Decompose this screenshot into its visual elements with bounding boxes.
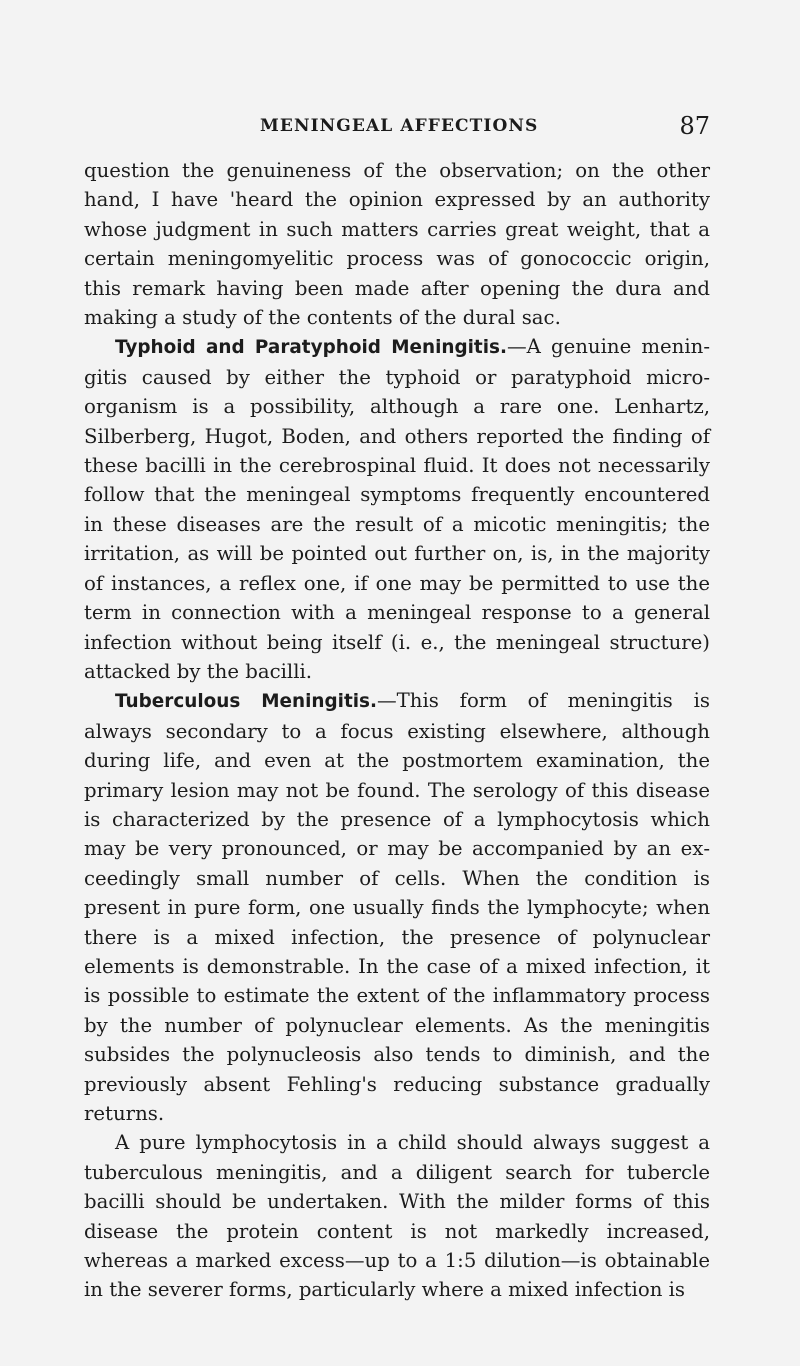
paragraph-lymphocytosis xyxy=(84,1128,710,1304)
running-title: MENINGEAL AFFECTIONS xyxy=(260,116,539,136)
paragraph-continuation xyxy=(84,156,710,332)
paragraph-text: —This form of meningitis is always secondary to a focus existing elsewhere, although during life, and even at the postmortem examination, the primary lesion may not be found. The serology of this disease is characterized by the presence of a lymphocytosis which may be very pronounced, or may be accompanied by an exceedingly small number of cells. When the condition is present in pure form, one usually finds the lymphocyte; when there is a mixed infection, the presence of polynuclear elements is demonstrable. In the case of a mixed infection, it is possible to estimate the extent of the inflammatory process by the number of polynuclear elements. As the meningitis subsides the polynucleosis also tends to diminish, and the previously absent Fehling's reducing substance gradually returns. xyxy=(84,689,710,1125)
page-number: 87 xyxy=(679,112,710,140)
paragraph-tuberculous-meningitis xyxy=(84,686,710,1128)
paragraph-text: question the genuineness of the observation; on the other hand, I have 'heard the opinion expressed by an authority whose judgment in such matters carries great weight, that a certain meningomyelitic process was of gonococcic origin, this remark having been made after opening the dura and making a study of the contents of the dural sac. xyxy=(84,159,710,330)
section-heading-tuberculous: Tuberculous Meningitis. xyxy=(115,691,377,713)
paragraph-text: A pure lymphocytosis in a child should always suggest a tuberculous meningitis, and a diligent search for tubercle bacilli should be undertaken. With the milder forms of this disease the protein content is not markedly increased, whereas a marked excess—up to a 1:5 dilution—is obtainable in the severer forms, particularly where a mixed infection is xyxy=(84,1131,710,1302)
running-header xyxy=(84,112,710,142)
body-text xyxy=(84,156,710,1305)
book-page xyxy=(84,112,710,1305)
section-heading-typhoid: Typhoid and Paratyphoid Meningitis. xyxy=(115,337,507,359)
paragraph-typhoid-meningitis xyxy=(84,332,710,686)
paragraph-text: —A genuine meningitis caused by either the typhoid or paratyphoid microorganism is a possibility, although a rare one. Lenhartz, Silberberg, Hugot, Boden, and others reported the finding of these bacilli in the cerebrospinal fluid. It does not necessarily follow that the meningeal symptoms frequently encountered in these diseases are the result of a micotic meningitis; the irritation, as will be pointed out further on, is, in the majority of instances, a reflex one, if one may be permitted to use the term in connection with a meningeal response to a general infection without being itself (i. e., the meningeal structure) attacked by the bacilli. xyxy=(84,335,710,683)
